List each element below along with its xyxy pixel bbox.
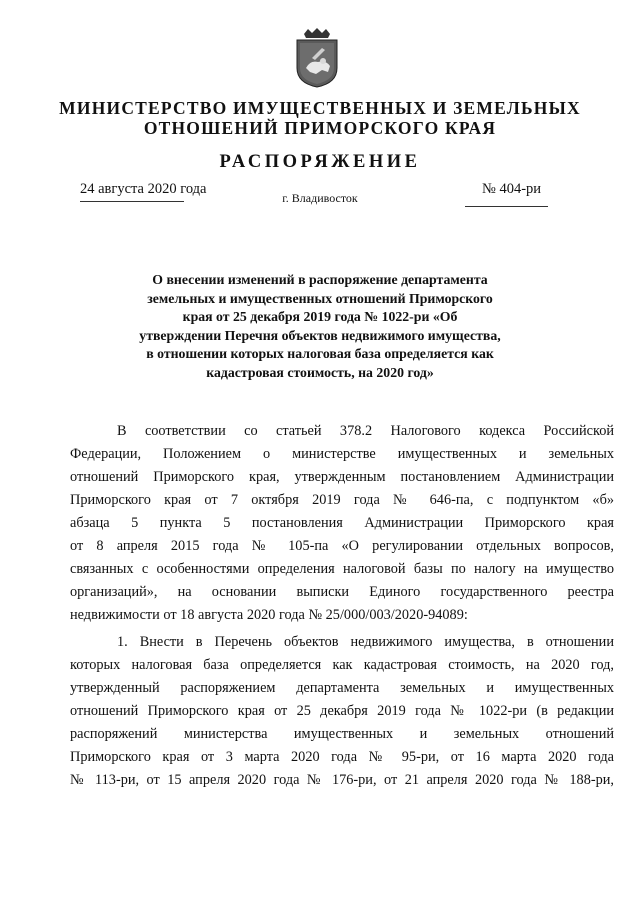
document-number: № 404-ри bbox=[482, 181, 542, 197]
title-line: утверждении Перечня объектов недвижимого имущества, bbox=[139, 327, 501, 343]
body-line: которых налоговая база определяется как кадастровая стоимость, на 2020 год, bbox=[70, 657, 614, 673]
body-line: В соответствии со статьей 378.2 Налогового кодекса Российской bbox=[117, 423, 614, 439]
body-line: № 113-ри, от 15 апреля 2020 года № 176-ри, от 21 апреля 2020 года № 188-ри, bbox=[70, 772, 614, 788]
coat-of-arms-icon bbox=[292, 28, 342, 88]
ministry-name-line1: МИНИСТЕРСТВО ИМУЩЕСТВЕННЫХ И ЗЕМЕЛЬНЫХ bbox=[59, 98, 581, 118]
body-line: Приморского края от 7 октября 2019 года № 646-па, с подпунктом «б» bbox=[70, 492, 614, 508]
body-line: от 8 апреля 2015 года № 105-па «О регулировании отдельных вопросов, bbox=[70, 538, 614, 554]
document-type-heading: РАСПОРЯЖЕНИЕ bbox=[219, 152, 421, 172]
title-line: земельных и имущественных отношений Приморского bbox=[147, 290, 493, 306]
document-date: 24 августа 2020 года bbox=[80, 181, 207, 197]
body-line: утвержденный распоряжением департамента земельных и имущественных bbox=[70, 680, 614, 696]
title-line: края от 25 декабря 2019 года № 1022-ри «Об bbox=[182, 309, 458, 325]
title-line: кадастровая стоимость, на 2020 год» bbox=[206, 364, 434, 380]
body-line: Федерации, Положением о министерстве имущественных и земельных bbox=[70, 446, 614, 462]
title-line: О внесении изменений в распоряжение департамента bbox=[152, 272, 488, 287]
body-line: распоряжений министерства имущественных и земельных отношений bbox=[70, 726, 614, 742]
body-line: связанных с особенностями определения налоговой базы по налогу на имущество bbox=[70, 561, 614, 577]
body-line: Приморского края от 3 марта 2020 года № 95-ри, от 16 марта 2020 года bbox=[70, 749, 614, 765]
body-line: абзаца 5 пункта 5 постановления Администрации Приморского края bbox=[70, 515, 614, 531]
document-place: г. Владивосток bbox=[282, 191, 358, 205]
title-line: в отношении которых налоговая база определяется как bbox=[146, 346, 494, 362]
body-line: организаций», на основании выписки Единого государственного реестра bbox=[70, 584, 614, 600]
body-line: 1. Внести в Перечень объектов недвижимого имущества, в отношении bbox=[117, 634, 614, 650]
document-title bbox=[130, 271, 510, 383]
body-line: отношений Приморского края от 25 декабря 2019 года № 1022-ри (в редакции bbox=[70, 703, 614, 719]
body-line: недвижимости от 18 августа 2020 года № 25/000/003/2020-94089: bbox=[70, 607, 468, 623]
body-line: отношений Приморского края, утвержденным постановлением Администрации bbox=[70, 469, 614, 485]
ministry-name-line2: ОТНОШЕНИЙ ПРИМОРСКОГО КРАЯ bbox=[143, 118, 497, 138]
number-underline bbox=[465, 206, 548, 207]
document-body bbox=[70, 420, 614, 792]
